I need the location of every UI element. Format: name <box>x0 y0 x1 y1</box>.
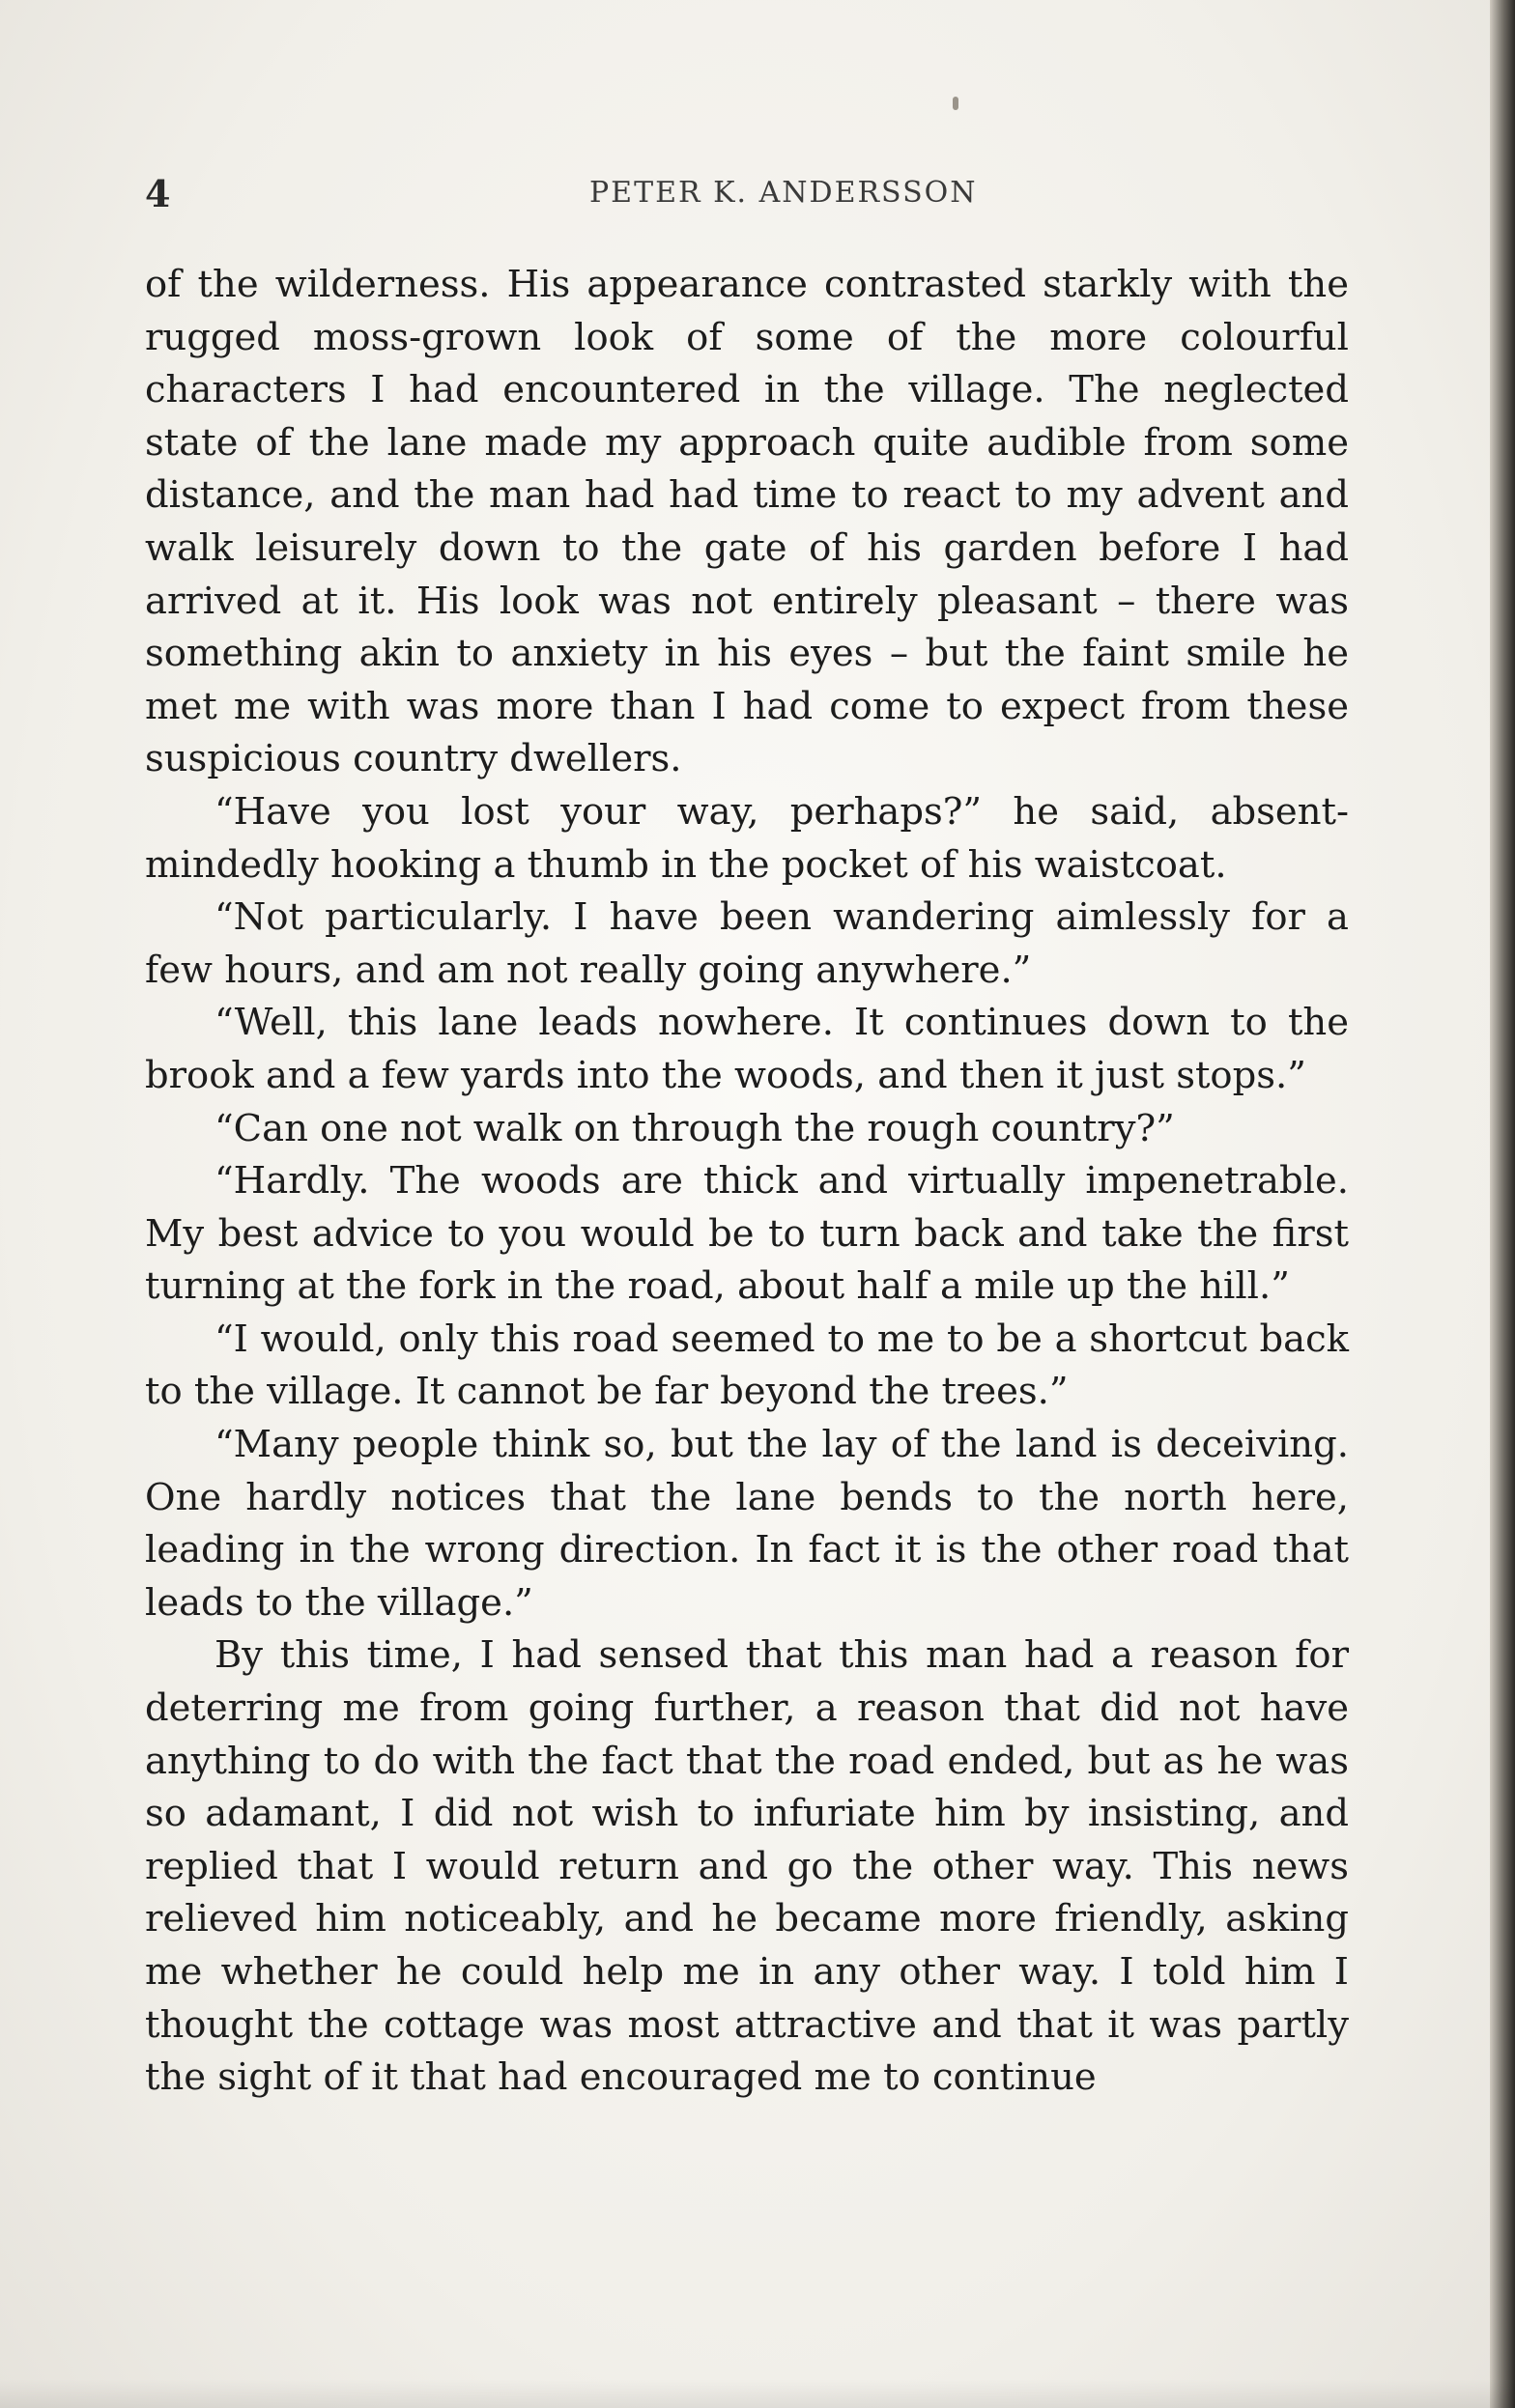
paragraph: “Have you lost your way, perhaps?” he said, absent-mindedly hooking a thumb in the pocket of his waistcoat. <box>145 789 1349 887</box>
paragraph: By this time, I had sensed that this man had a reason for deterring me from going further, a reason that did not have anything to do with the fact that the road ended, but as he was so adamant, I did not wish to infuriate him by insisting, and replied that I would return and go the other way. This news relieved him noticeably, and he became more friendly, asking me whether he could help me in any other way. I told him I thought the cottage was most attractive and that it was partly the sight of it that had encouraged me to continue <box>145 1633 1349 2100</box>
body-text <box>145 259 1349 2105</box>
page-header <box>145 166 1353 224</box>
page-bottom-shadow <box>0 2379 1515 2408</box>
paragraph-continuation: of the wilderness. His appearance contrasted starkly with the rugged moss-grown look of some of the more colourful characters I had encountered in the village. The neglected state of the lane made my approach quite audible from some distance, and the man had had time to react to my advent and walk leisurely down to the gate of his garden before I had arrived at it. His look was not entirely pleasant – there was something akin to anxiety in his eyes – but the faint smile he met me with was more than I had come to expect from these suspicious country dwellers. <box>145 263 1349 781</box>
paragraph: “Well, this lane leads nowhere. It continues down to the brook and a few yards into the woods, and then it just stops.” <box>145 1001 1349 1097</box>
paper-speck <box>953 97 958 110</box>
paragraph: “Not particularly. I have been wandering aimlessly for a few hours, and am not really going anywhere.” <box>145 895 1349 992</box>
paragraph: “Many people think so, but the lay of the land is deceiving. One hardly notices that the lane bends to the north here, leading in the wrong direction. In fact it is the other road that leads to the village.” <box>145 1423 1349 1625</box>
page-number: 4 <box>145 172 171 215</box>
paragraph: “Hardly. The woods are thick and virtually impenetrable. My best advice to you would be to turn back and take the first turning at the fork in the road, about half a mile up the hill.” <box>145 1159 1349 1309</box>
paragraph: “Can one not walk on through the rough country?” <box>214 1106 1175 1150</box>
book-spine-edge <box>1490 0 1515 2408</box>
running-head: PETER K. ANDERSSON <box>589 176 978 210</box>
paragraph: “I would, only this road seemed to me to be a shortcut back to the village. It cannot be far beyond the trees.” <box>145 1317 1349 1414</box>
